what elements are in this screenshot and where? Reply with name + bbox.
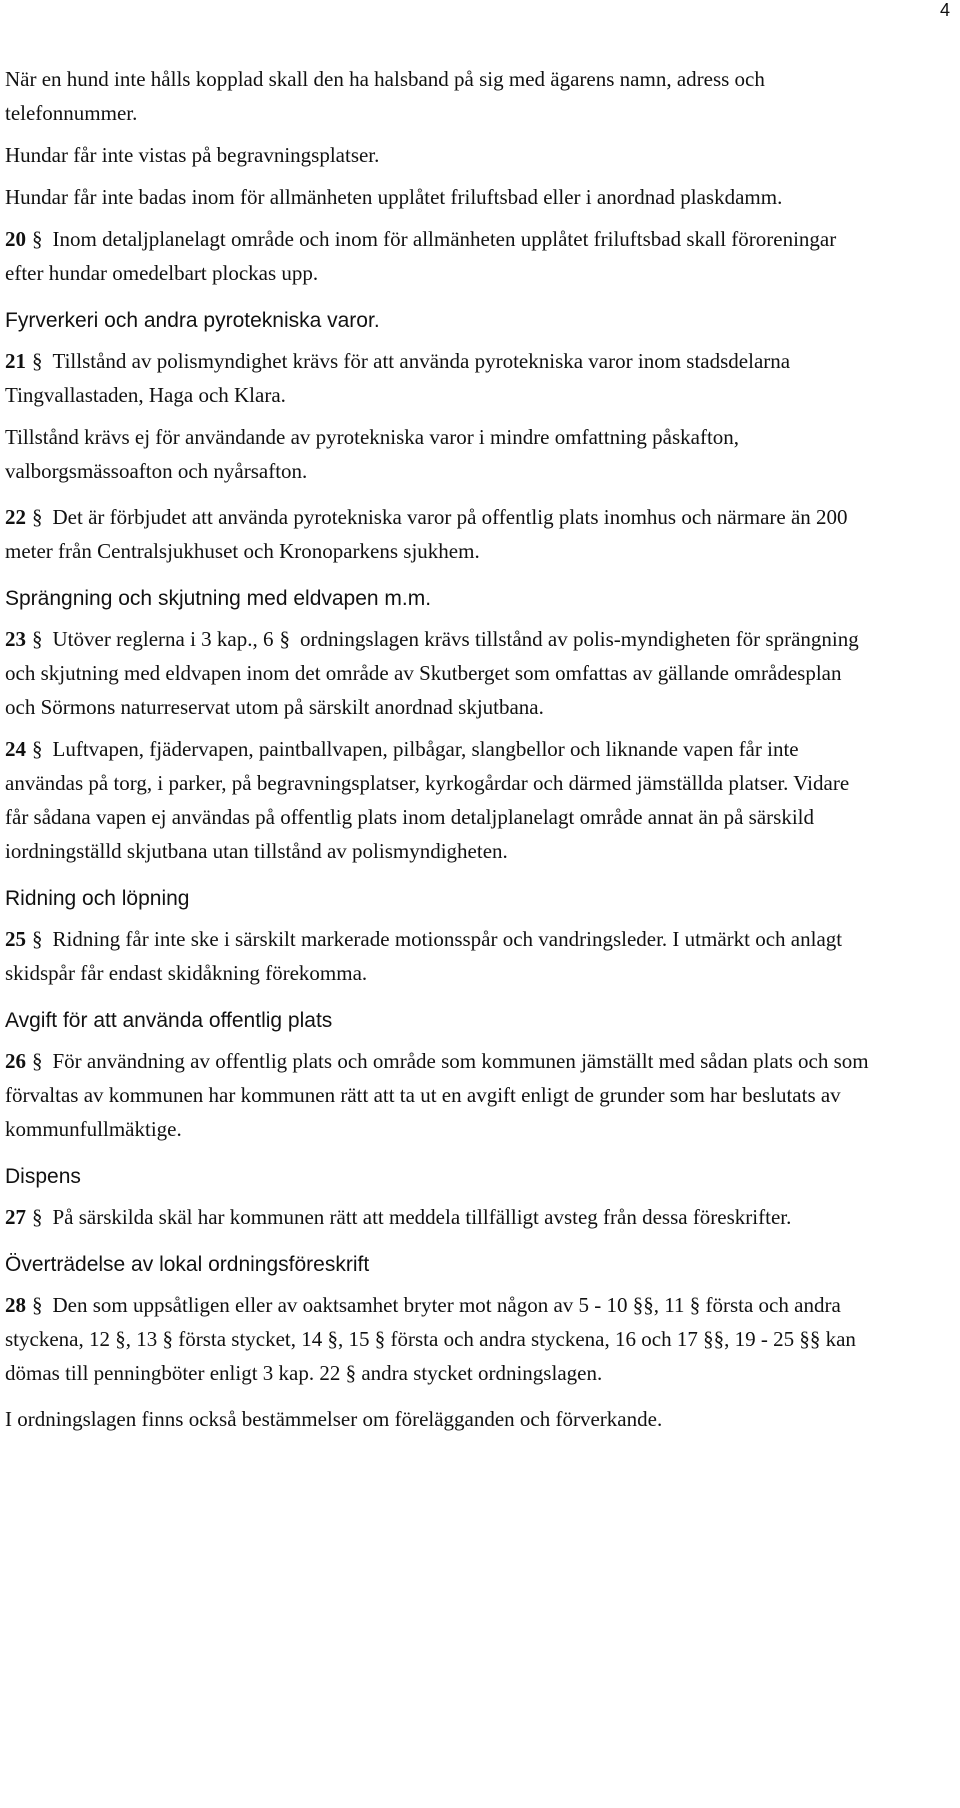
paragraph-fireworks-exception: Tillstånd krävs ej för användande av pyrotekniska varor i mindre omfattning påskafton, valborgsmässoafton och nyårsafton. xyxy=(5,425,740,483)
heading-dispensation: Dispens xyxy=(5,1165,81,1188)
section-21 xyxy=(5,344,875,412)
section-number: 21 xyxy=(5,349,26,373)
section-number: 20 xyxy=(5,227,26,251)
section-text: Inom detaljplanelagt område och inom för allmänheten upplåtet friluftsbad skall föroreningar efter hundar omedelbart plockas upp. xyxy=(5,227,837,285)
section-24 xyxy=(5,732,875,868)
section-symbol: § xyxy=(32,505,43,529)
section-23 xyxy=(5,622,875,724)
heading-fee: Avgift för att använda offentlig plats xyxy=(5,1009,333,1032)
section-symbol: § xyxy=(32,227,43,251)
section-text: Det är förbjudet att använda pyrotekniska varor på offentlig plats inomhus och närmare än 200 meter från Centralsjukhuset och Kronoparkens sjukhem. xyxy=(5,505,848,563)
section-symbol: § xyxy=(32,1293,43,1317)
section-number: 27 xyxy=(5,1205,26,1229)
paragraph-bathing: Hundar får inte badas inom för allmänheten upplåtet friluftsbad eller i anordnad plaskdamm. xyxy=(5,185,783,209)
section-text: För användning av offentlig plats och område som kommunen jämställt med sådan plats och som förvaltas av kommunen har kommunen rätt att ta ut en avgift enligt de grunder som har beslutats av kommunfullmäktige. xyxy=(5,1049,869,1141)
section-symbol: § xyxy=(279,627,291,651)
section-text: Ridning får inte ske i särskilt markerade motionsspår och vandringsleder. I utmärkt och anlagt skidspår får endast skidåkning förekomma. xyxy=(5,927,843,985)
section-symbol: § xyxy=(32,1049,43,1073)
section-22 xyxy=(5,500,875,568)
section-text: På särskilda skäl har kommunen rätt att meddela tillfälligt avsteg från dessa föreskrifter. xyxy=(52,1205,792,1229)
section-26 xyxy=(5,1044,875,1146)
section-symbol: § xyxy=(32,1205,43,1229)
section-number: 26 xyxy=(5,1049,26,1073)
section-text-b: ordningslagen krävs tillstånd av polis-myndigheten för sprängning och skjutning med eldvapen inom det område av Skutberget som omfattas av gällande områdesplan och Sörmons naturreservat utom på särskilt anordnad skjutbana. xyxy=(5,627,859,719)
document-body xyxy=(5,62,875,1436)
section-25 xyxy=(5,922,875,990)
heading-riding: Ridning och löpning xyxy=(5,887,190,910)
paragraph-dog-collar: När en hund inte hålls kopplad skall den ha halsband på sig med ägarens namn, adress och telefonnummer. xyxy=(5,67,765,125)
section-27 xyxy=(5,1200,875,1234)
heading-blasting: Sprängning och skjutning med eldvapen m.m. xyxy=(5,587,432,610)
section-symbol: § xyxy=(32,927,43,951)
section-symbol: § xyxy=(32,737,43,761)
paragraph-final-note: I ordningslagen finns också bestämmelser om förelägganden och förverkande. xyxy=(5,1407,663,1431)
section-28 xyxy=(5,1288,875,1390)
section-number: 25 xyxy=(5,927,26,951)
page-number: 4 xyxy=(939,0,950,20)
section-number: 28 xyxy=(5,1293,26,1317)
section-text: Den som uppsåtligen eller av oaktsamhet bryter mot någon av 5 - 10 §§, 11 § första och andra styckena, 12 §, 13 § första stycket, 14 §, 15 § första och andra styckena, 16 och 17 §§, 19 - 25 §§ kan dömas till penningböter enligt 3 kap. 22 § andra stycket ordningslagen. xyxy=(5,1293,856,1385)
section-number: 24 xyxy=(5,737,26,761)
section-20 xyxy=(5,222,875,290)
section-text: Tillstånd av polismyndighet krävs för att använda pyrotekniska varor inom stadsdelarna Tingvallastaden, Haga och Klara. xyxy=(5,349,791,407)
section-number: 23 xyxy=(5,627,26,651)
section-text-a: Utöver reglerna i 3 kap., 6 xyxy=(52,627,274,651)
heading-violation: Överträdelse av lokal ordningsföreskrift xyxy=(5,1253,370,1276)
section-text: Luftvapen, fjädervapen, paintballvapen, pilbågar, slangbellor och liknande vapen får inte användas på torg, i parker, på begravningsplatser, kyrkogårdar och därmed jämställda platser. Vidare får sådana vapen ej användas på offentlig plats inom detaljplanelagt område annat än på särskild iordningställd skjutbana utan tillstånd av polismyndigheten. xyxy=(5,737,850,863)
section-symbol: § xyxy=(32,627,43,651)
section-symbol: § xyxy=(32,349,43,373)
section-number: 22 xyxy=(5,505,26,529)
heading-fireworks: Fyrverkeri och andra pyrotekniska varor. xyxy=(5,309,380,332)
paragraph-cemetery: Hundar får inte vistas på begravningsplatser. xyxy=(5,143,380,167)
